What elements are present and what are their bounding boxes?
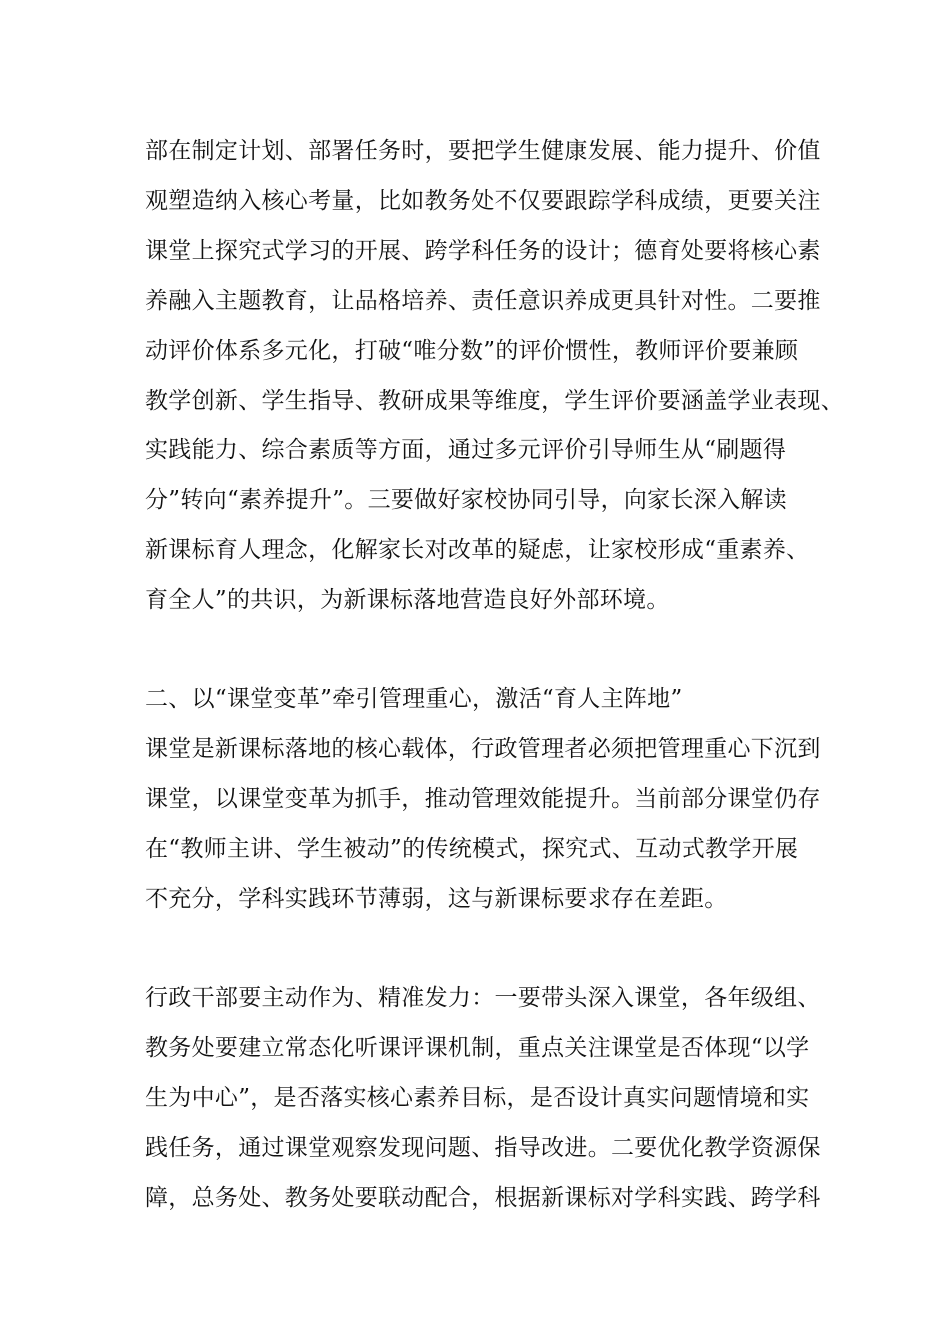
text-line: 新课标育人理念，化解家长对改革的疑虑，让家校形成“重素养、 bbox=[145, 537, 810, 563]
text-line: 动评价体系多元化，打破“唯分数”的评价惯性，教师评价要兼顾 bbox=[145, 338, 799, 364]
text-line: 课堂上探究式学习的开展、跨学科任务的设计；德育处要将核心素 bbox=[145, 238, 821, 264]
text-line: 在“教师主讲、学生被动”的传统模式，探究式、互动式教学开展 bbox=[145, 836, 799, 862]
text-line: 教学创新、学生指导、教研成果等维度，学生评价要涵盖学业表现、 bbox=[145, 388, 844, 414]
section-heading: 二、以“课堂变革”牵引管理重心，激活“育人主阵地” bbox=[145, 686, 683, 712]
text-line: 践任务，通过课堂观察发现问题、指导改进。二要优化教学资源保 bbox=[145, 1135, 821, 1161]
text-line: 分”转向“素养提升”。三要做好家校协同引导，向家长深入解读 bbox=[145, 487, 787, 513]
text-line: 育全人”的共识，为新课标落地营造良好外部环境。 bbox=[145, 587, 670, 613]
text-line: 养融入主题教育，让品格培养、责任意识养成更具针对性。二要推 bbox=[145, 288, 821, 314]
text-line: 课堂，以课堂变革为抓手，推动管理效能提升。当前部分课堂仍存 bbox=[145, 786, 821, 812]
text-line: 行政干部要主动作为、精准发力：一要带头深入课堂，各年级组、 bbox=[145, 985, 821, 1011]
text-line: 部在制定计划、部署任务时，要把学生健康发展、能力提升、价值 bbox=[145, 138, 821, 164]
text-line: 课堂是新课标落地的核心载体，行政管理者必须把管理重心下沉到 bbox=[145, 736, 821, 762]
text-line: 观塑造纳入核心考量，比如教务处不仅要跟踪学科成绩，更要关注 bbox=[145, 188, 821, 214]
text-line: 不充分，学科实践环节薄弱，这与新课标要求存在差距。 bbox=[145, 886, 728, 912]
text-line: 实践能力、综合素质等方面，通过多元评价引导师生从“刷题得 bbox=[145, 437, 787, 463]
text-line: 障，总务处、教务处要联动配合，根据新课标对学科实践、跨学科 bbox=[145, 1185, 821, 1211]
text-line: 生为中心”，是否落实核心素养目标，是否设计真实问题情境和实 bbox=[145, 1085, 810, 1111]
text-line: 教务处要建立常态化听课评课机制，重点关注课堂是否体现“以学 bbox=[145, 1035, 810, 1061]
